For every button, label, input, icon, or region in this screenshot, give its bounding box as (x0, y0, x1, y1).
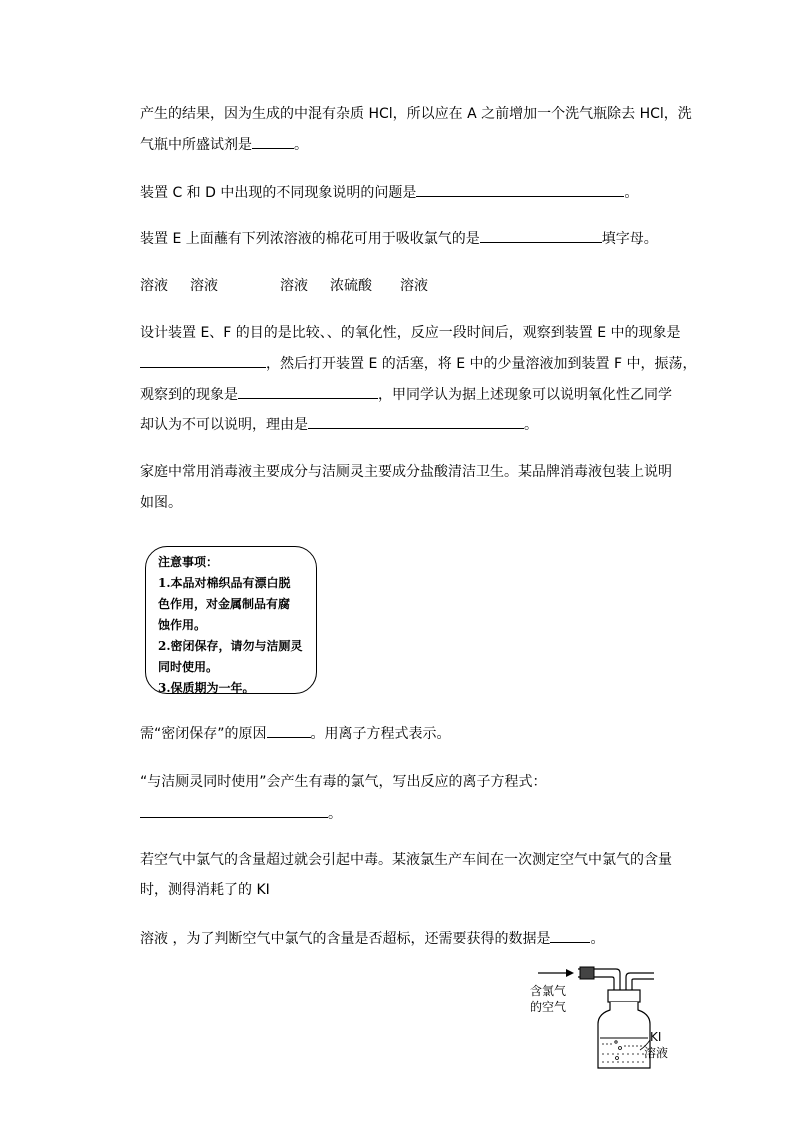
answer-blank[interactable] (550, 928, 590, 943)
paragraph-1-line-2 (140, 134, 308, 155)
notice-line: 3.保质期为一年。 (158, 681, 255, 695)
text-end: 。 (624, 185, 639, 201)
paragraph-1-line-1: 产生的结果，因为生成的中混有杂质 HCl，所以应在 A 之前增加一个洗气瓶除去 HCl，洗 (140, 106, 692, 122)
question-2-line-1: “与洁厕灵同时使用”会产生有毒的氯气，写出反应的离子方程式： (140, 774, 547, 790)
answer-blank[interactable] (308, 414, 524, 429)
text-end: 。 (294, 137, 308, 153)
text: 却认为不可以说明，理由是 (140, 417, 308, 433)
option-a: 溶液 (140, 278, 168, 294)
notice-line: 1.本品对棉织品有漂白脱 (158, 576, 291, 590)
notice-line: 同时使用。 (158, 660, 219, 674)
inlet-label-line-1: 含氯气 (530, 984, 567, 998)
paragraph-5-line-1: 家庭中常用消毒液主要成分与洁厕灵主要成分盐酸清洁卫生。某品牌消毒液包装上说明 (140, 464, 672, 480)
text-end: 。 (590, 931, 605, 947)
paragraph-3 (140, 228, 658, 249)
question-3-line-1: 若空气中氯气的含量超过就会引起中毒。某液氯生产车间在一次测定空气中氯气的含量 (140, 852, 672, 868)
solution-label-line-2: 溶液 (644, 1046, 669, 1060)
text-end: 。用离子方程式表示。 (310, 726, 451, 742)
text: 溶液 ，为了判断空气中氯气的含量是否超标，还需要获得的数据是 (140, 931, 551, 947)
answer-blank[interactable] (238, 384, 378, 399)
answer-blank[interactable] (416, 182, 624, 197)
option-b: 溶液 (190, 278, 218, 294)
question-3-line-2: 时，测得消耗了的 KI (140, 882, 270, 898)
text-end: 。 (328, 806, 342, 822)
answer-blank[interactable] (140, 353, 266, 368)
answer-blank[interactable] (140, 803, 328, 818)
text: 需“密闭保存”的原因 (140, 726, 267, 742)
inlet-label-line-2: 的空气 (530, 1000, 567, 1014)
text: 装置 E 上面蘸有下列浓溶液的棉花可用于吸收氯气的是 (140, 231, 480, 247)
question-2-line-2 (140, 803, 342, 824)
option-e: 溶液 (400, 278, 428, 294)
notice-line: 蚀作用。 (158, 618, 207, 632)
text: 装置 C 和 D 中出现的不同现象说明的问题是 (140, 185, 417, 201)
text: 观察到的现象是 (140, 387, 238, 403)
text-end: 。 (524, 417, 538, 433)
answer-blank[interactable] (480, 228, 602, 243)
solution-label-line-1: KI (650, 1030, 662, 1044)
answer-blank[interactable] (252, 134, 294, 149)
answer-blank[interactable] (267, 723, 311, 738)
paragraph-2 (140, 182, 638, 203)
option-c: 溶液 (280, 278, 308, 294)
text-end: 填字母。 (601, 231, 658, 247)
paragraph-4-line-4 (140, 414, 538, 435)
notice-title: 注意事项： (158, 555, 219, 569)
notice-box (145, 546, 317, 694)
paragraph-4-line-3 (140, 384, 672, 405)
text: ，然后打开装置 E 的活塞，将 E 中的少量溶液加到装置 F 中，振荡， (266, 356, 697, 372)
question-3-line-3 (140, 928, 604, 949)
gas-washing-bottle-figure (528, 960, 678, 1079)
text: ，甲同学认为据上述现象可以说明氧化性乙同学 (378, 387, 672, 403)
paragraph-4-line-1: 设计装置 E、F 的目的是比较、、的氧化性，反应一段时间后，观察到装置 E 中的现象是 (140, 325, 681, 341)
option-d: 浓硫酸 (330, 278, 372, 294)
notice-line: 色作用，对金属制品有腐 (158, 597, 291, 611)
question-1 (140, 723, 451, 744)
paragraph-5-line-2: 如图。 (140, 495, 182, 511)
paragraph-4-line-2 (140, 353, 696, 374)
notice-line: 2.密闭保存，请勿与洁厕灵 (158, 639, 303, 653)
text: 气瓶中所盛试剂是 (140, 137, 252, 153)
